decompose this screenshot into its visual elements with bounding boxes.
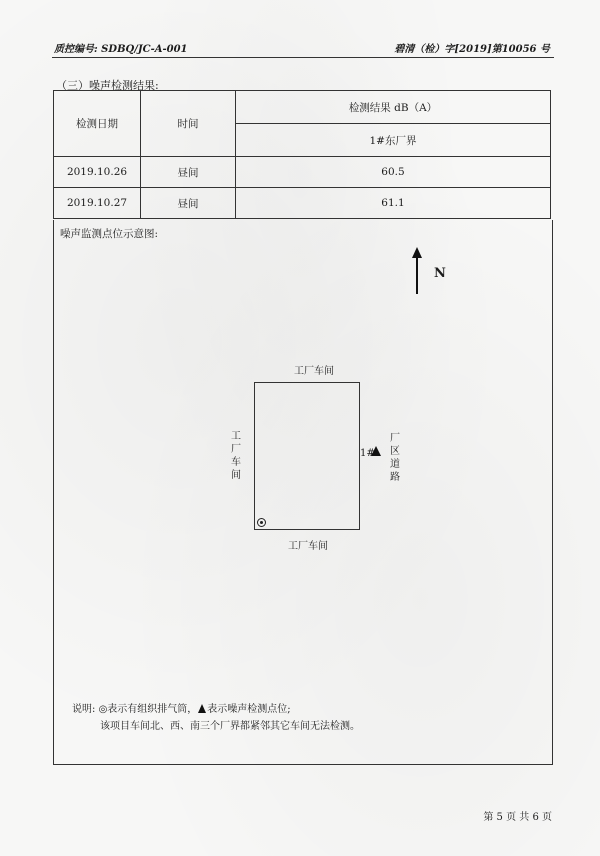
cell-time: 昼间 — [141, 188, 236, 219]
section-title: （三）噪声检测结果: — [56, 79, 159, 92]
header-date: 检测日期 — [54, 91, 141, 157]
legend — [72, 701, 360, 735]
legend-point-text: 表示噪声检测点位; — [207, 704, 291, 715]
legend-stack-text: ◎表示有组织排气筒， — [98, 704, 198, 715]
label-bottom-workshop: 工厂车间 — [288, 541, 328, 552]
map-title: 噪声监测点位示意图: — [60, 228, 159, 240]
page-number: 第 5 页 共 6 页 — [483, 812, 552, 823]
table-row — [54, 188, 551, 219]
label-right-road: 厂区道路 — [390, 433, 400, 483]
label-left-workshop: 工厂车间 — [231, 431, 241, 481]
header-point: 1#东厂界 — [236, 124, 551, 157]
exhaust-stack-icon — [257, 518, 266, 527]
cell-value: 60.5 — [236, 157, 551, 188]
header-time: 时间 — [141, 91, 236, 157]
triangle-icon — [198, 704, 206, 713]
table-row — [54, 157, 551, 188]
label-top-workshop: 工厂车间 — [294, 366, 334, 377]
cell-date: 2019.10.26 — [54, 157, 141, 188]
report-number: 碧清（检）字[2019]第10056 号 — [394, 44, 550, 55]
legend-note: 该项目车间北、西、南三个厂界都紧邻其它车间无法检测。 — [100, 721, 360, 732]
cell-value: 61.1 — [236, 188, 551, 219]
cell-time: 昼间 — [141, 157, 236, 188]
header-rule — [52, 57, 554, 58]
noise-point-icon — [371, 446, 381, 456]
factory-building — [254, 382, 360, 530]
north-label: N — [434, 266, 446, 281]
cell-date: 2019.10.27 — [54, 188, 141, 219]
monitoring-point-label: 1# — [360, 448, 375, 459]
legend-prefix: 说明: — [72, 704, 99, 715]
header-result: 检测结果 dB（A） — [236, 91, 551, 124]
noise-results-table — [53, 90, 551, 219]
quality-control-number: 质控编号: SDBQ/JC-A-001 — [54, 44, 188, 55]
